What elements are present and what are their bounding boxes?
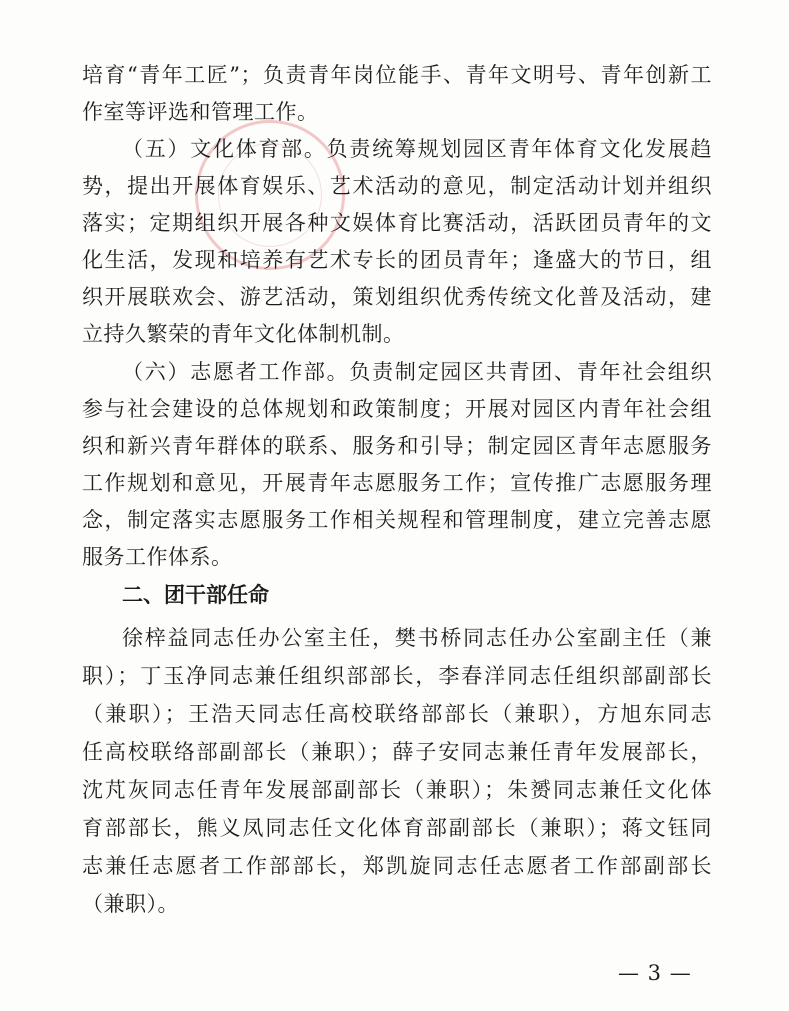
paragraph-line: 参与社会建设的总体规划和政策制度；开展对园区内青年社会组 — [82, 397, 712, 421]
paragraph-line: 念，制定落实志愿服务工作相关规程和管理制度，建立完善志愿 — [82, 508, 712, 532]
page-number: — 3 — — [618, 961, 692, 985]
section-heading: 二、团干部任命 — [122, 583, 269, 607]
paragraph-line: 培育“青年工匠”；负责青年岗位能手、青年文明号、青年创新工 — [82, 63, 712, 87]
paragraph-line: 志兼任志愿者工作部部长，郑凯旋同志任志愿者工作部副部长 — [82, 854, 712, 878]
paragraph-line: 织开展联欢会、游艺活动，策划组织优秀传统文化普及活动，建 — [82, 285, 712, 309]
paragraph-line: 任高校联络部副部长（兼职）；薛子安同志兼任青年发展部长， — [82, 740, 712, 764]
paragraph-line: （兼职）；王浩天同志任高校联络部部长（兼职），方旭东同志 — [82, 702, 712, 726]
paragraph-line: 势，提出开展体育娱乐、艺术活动的意见，制定活动计划并组织 — [82, 174, 712, 198]
paragraph-line: 化生活，发现和培养有艺术专长的团员青年；逢盛大的节日，组 — [82, 248, 712, 272]
paragraph-line: 立持久繁荣的青年文化体制机制。 — [82, 322, 405, 346]
paragraph-line: 徐梓益同志任办公室主任，樊书桥同志任办公室副主任（兼 — [122, 626, 712, 650]
paragraph-line: 育部部长，熊义凤同志任文化体育部副部长（兼职）；蒋文钰同 — [82, 816, 712, 840]
paragraph-line: 沈芃灰同志任青年发展部副部长（兼职）；朱赟同志兼任文化体 — [82, 778, 712, 802]
paragraph-line: 作室等评选和管理工作。 — [82, 100, 319, 124]
paragraph-line: （六）志愿者工作部。负责制定园区共青团、青年社会组织 — [122, 360, 712, 384]
paragraph-line: 服务工作体系。 — [82, 545, 233, 569]
paragraph-line: 落实；定期组织开展各种文娱体育比赛活动，活跃团员青年的文 — [82, 211, 712, 235]
paragraph-line: 织和新兴青年群体的联系、服务和引导；制定园区青年志愿服务 — [82, 434, 712, 458]
paragraph-line: 职）；丁玉净同志兼任组织部部长，李春洋同志任组织部副部长 — [82, 664, 712, 688]
paragraph-line: （兼职）。 — [82, 892, 179, 916]
paragraph-line: （五）文化体育部。负责统筹规划园区青年体育文化发展趋 — [122, 137, 712, 161]
paragraph-line: 工作规划和意见，开展青年志愿服务工作；宣传推广志愿服务理 — [82, 471, 712, 495]
